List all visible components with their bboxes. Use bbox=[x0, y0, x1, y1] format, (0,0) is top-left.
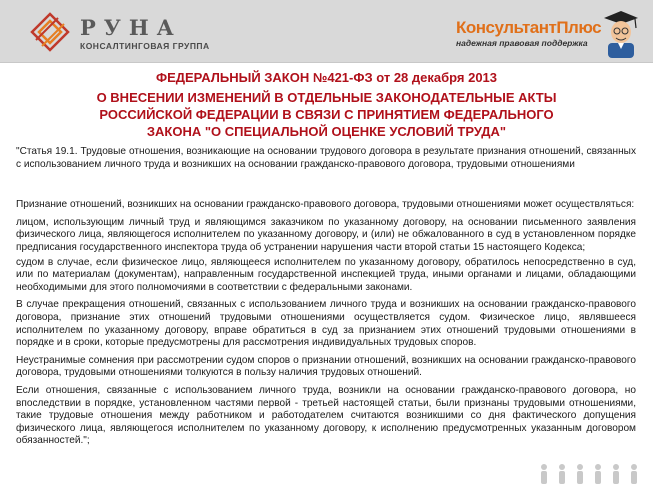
consultant-subtitle: надежная правовая поддержка bbox=[456, 38, 588, 48]
consultant-logo bbox=[448, 10, 648, 58]
paragraph: Признание отношений, возникших на основании гражданско-правового договора, трудовыми отношениями может осуществляться: bbox=[16, 199, 635, 211]
professor-mascot-icon bbox=[598, 8, 644, 58]
title-line-2: РОССИЙСКОЙ ФЕДЕРАЦИИ В СВЯЗИ С ПРИНЯТИЕМ ФЕДЕРАЛЬНОГО bbox=[99, 107, 554, 122]
document-body bbox=[16, 146, 636, 448]
document-title bbox=[20, 70, 633, 140]
law-subject-title bbox=[20, 89, 633, 140]
runa-subtitle: КОНСАЛТИНГОВАЯ ГРУППА bbox=[80, 41, 210, 51]
law-title: ФЕДЕРАЛЬНЫЙ ЗАКОН №421-ФЗ от 28 декабря 2013 bbox=[155, 70, 498, 85]
header-bar bbox=[0, 0, 653, 63]
runa-diamond-icon bbox=[30, 12, 70, 52]
paragraph: В случае прекращения отношений, связанных с использованием личного труда и возникших на основании гражданско-правового договора, признание этих отношений трудовыми отношениями осуществляется судом. Физическое лицо, являвшееся исполнителем по указанному договору, вправе обратиться в суд за признанием этих отношений трудовыми отношениями в порядке и в сроки, которые предусмотрены для рассмотрения индивидуальных трудовых споров. bbox=[16, 299, 636, 349]
consultant-name: КонсультантПлюс bbox=[456, 18, 602, 37]
paragraph: "Статья 19.1. Трудовые отношения, возникающие на основании трудового договора в результате признания отношений, связанных с использованием личного труда и возникших на основании гражданско-правового договора, трудовыми отношениями bbox=[16, 146, 636, 170]
paragraph: лицом, использующим личный труд и являющимся заказчиком по указанному договору, на основании письменного заявления физического лица, являющегося исполнителем по указанному договору, и (или) не обжалованного в суд в установленном порядке предписания государственного инспектора труда об устранении нарушения части второй статьи 15 настоящего Кодекса; bbox=[16, 216, 636, 253]
decorative-people-icon bbox=[536, 462, 646, 486]
paragraph: Если отношения, связанные с использованием личного труда, возникли на основании гражданско-правового договора, но впоследствии в порядке, установленном частями первой - третьей настоящей статьи, были признаны трудовыми отношениями, такие трудовые отношения между работником и работодателем считаются возникшими со дня фактического допущения физического лица, являющегося исполнителем по указанному договору, к исполнению предусмотренных указанным договором обязанностей."; bbox=[16, 384, 636, 447]
runa-name: РУНА bbox=[80, 15, 182, 40]
title-line-1: О ВНЕСЕНИИ ИЗМЕНЕНИЙ В ОТДЕЛЬНЫЕ ЗАКОНОДАТЕЛЬНЫЕ АКТЫ bbox=[96, 90, 557, 105]
title-line-3: ЗАКОНА "О СПЕЦИАЛЬНОЙ ОЦЕНКЕ УСЛОВИЙ ТРУДА" bbox=[146, 124, 507, 139]
paragraph: судом в случае, если физическое лицо, являющееся исполнителем по указанному договору, обратилось непосредственно в суд, или по материалам (документам), направленным государственной инспекцией труда, иными органами и лицами, обладающими необходимыми для этого полномочиями в соответствии с федеральными законами. bbox=[16, 256, 636, 293]
runa-logo bbox=[30, 12, 220, 54]
paragraph: Неустранимые сомнения при рассмотрении судом споров о признании отношений, возникших на основании гражданско-правового договора, трудовыми отношениями толкуются в пользу наличия трудовых отношений. bbox=[16, 354, 636, 379]
